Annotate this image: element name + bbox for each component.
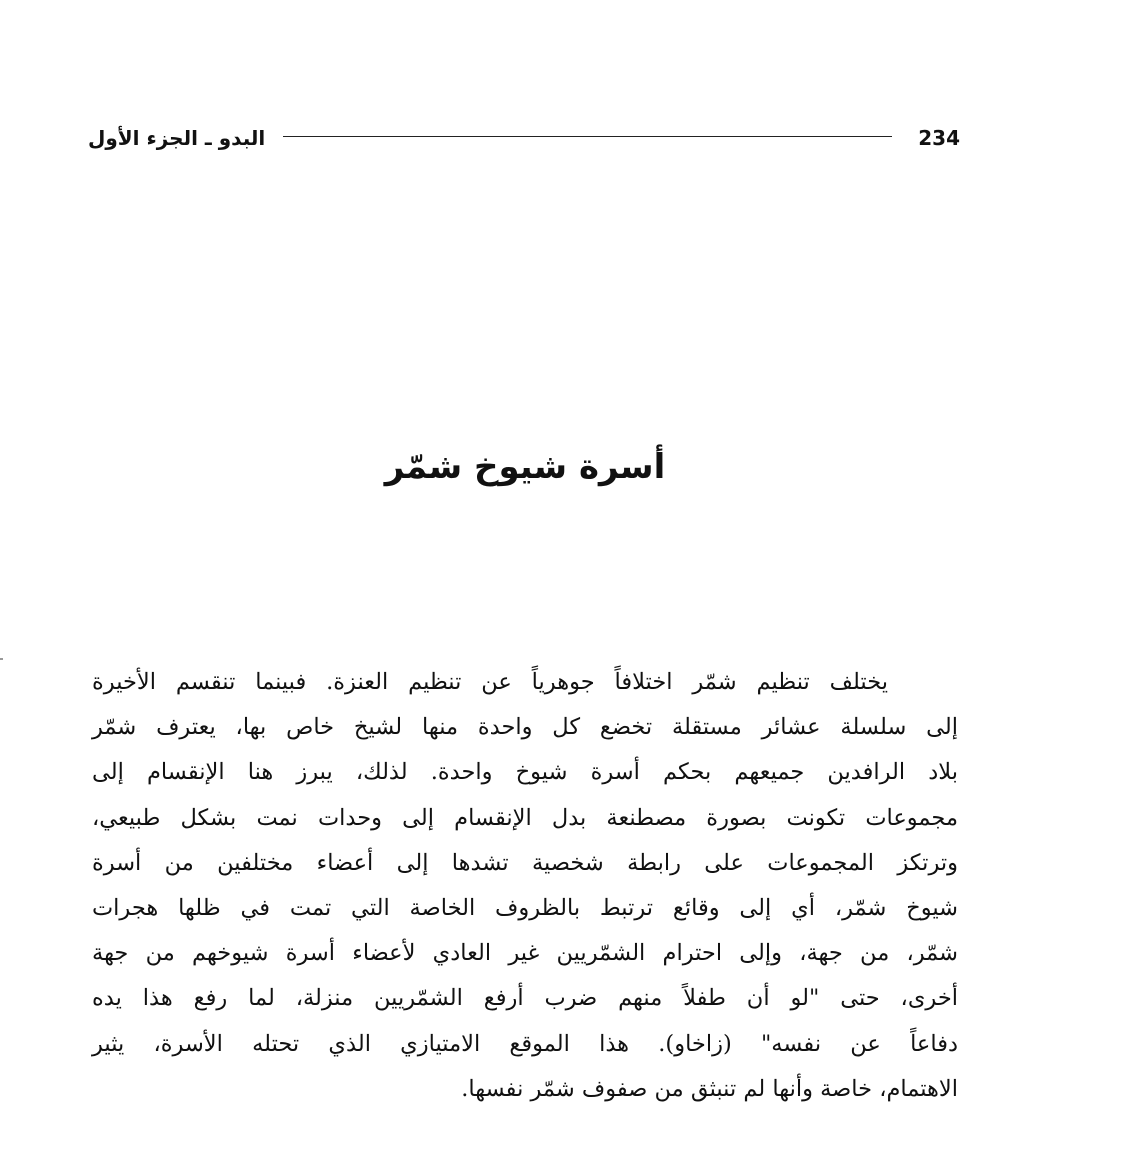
paragraph-line: وترتكز المجموعات على رابطة شخصية تشدها إلى أعضاء مختلفين من أسرة: [92, 849, 958, 876]
paragraph-line: بلاد الرافدين جميعهم بحكم أسرة شيوخ واحدة. لذلك، يبرز هنا الإنقسام إلى: [92, 759, 958, 786]
paragraph-line: دفاعاً عن نفسه" (زاخاو). هذا الموقع الامتيازي الذي تحتله الأسرة، يثير: [92, 1030, 958, 1057]
paragraph-line: شمّر، من جهة، وإلى احترام الشمّريين غير العادي لأعضاء أسرة شيوخهم من جهة: [92, 940, 958, 967]
paragraph-line: أخرى، حتى "لو أن طفلاً منهم ضرب أرفع الشمّريين منزلة، لما رفع هذا يده: [92, 985, 958, 1012]
running-title: البدو ـ الجزء الأول: [88, 126, 266, 150]
page-number: 234: [918, 126, 960, 150]
paragraph-line: إلى سلسلة عشائر مستقلة تخضع كل واحدة منها لشيخ خاص بها، يعترف شمّر: [92, 714, 958, 741]
paragraph-line: شيوخ شمّر، أي إلى وقائع ترتبط بالظروف الخاصة التي تمت في ظلها هجرات: [92, 895, 958, 922]
body-paragraph: [92, 660, 958, 1112]
paragraph-line: يختلف تنظيم شمّر اختلافاً جوهرياً عن تنظيم العنزة. فبينما تنقسم الأخيرة: [92, 669, 888, 695]
header-rule: [283, 136, 892, 137]
paragraph-line: الاهتمام، خاصة وأنها لم تنبثق من صفوف شمّر نفسها.: [461, 1075, 958, 1102]
paragraph-line: مجموعات تكونت بصورة مصطنعة بدل الإنقسام إلى وحدات نمت بشكل طبيعي،: [92, 804, 958, 831]
margin-mark: [0, 658, 3, 660]
page-header: [88, 118, 960, 158]
chapter-title: أسرة شيوخ شمّر: [384, 447, 666, 487]
